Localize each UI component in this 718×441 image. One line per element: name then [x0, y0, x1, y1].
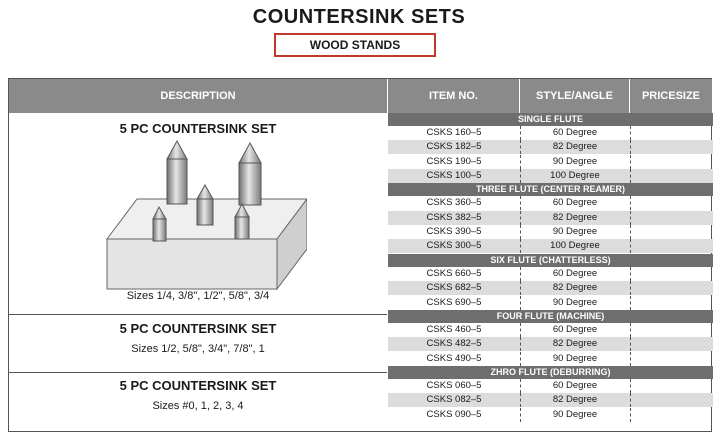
table-row	[388, 196, 713, 210]
item-number: CSKS 300–5	[426, 240, 482, 252]
header-pricesize: PRICESIZE	[629, 79, 712, 113]
group-header: FOUR FLUTE (MACHINE)	[388, 310, 713, 323]
group-header: THREE FLUTE (CENTER REAMER)	[388, 183, 713, 196]
group-header: SIX FLUTE (CHATTERLESS)	[388, 254, 713, 267]
style-angle: 82 Degree	[552, 211, 598, 223]
table-row	[388, 140, 713, 154]
group-header: SINGLE FLUTE	[388, 113, 713, 126]
column-divider	[630, 379, 631, 393]
style-angle: 60 Degree	[552, 379, 598, 391]
item-number: CSKS 182–5	[426, 141, 482, 153]
style-angle: 90 Degree	[552, 408, 598, 420]
header-item-no: ITEM NO.	[387, 79, 519, 113]
item-number: CSKS 082–5	[426, 394, 482, 406]
table-row	[388, 155, 713, 169]
table-row	[388, 323, 713, 337]
product-table	[8, 78, 712, 432]
page-subtitle: WOOD STANDS	[274, 33, 436, 57]
style-angle: 90 Degree	[552, 296, 598, 308]
table-row	[388, 379, 713, 393]
style-angle: 82 Degree	[552, 141, 598, 153]
column-divider	[630, 140, 631, 154]
column-divider	[630, 126, 631, 140]
item-number: CSKS 690–5	[426, 296, 482, 308]
group-header: ZHRO FLUTE (DEBURRING)	[388, 366, 713, 379]
countersink-stand-illustration	[97, 139, 307, 294]
style-angle: 90 Degree	[552, 155, 598, 167]
item-number: CSKS 482–5	[426, 338, 482, 350]
style-angle: 60 Degree	[552, 127, 598, 138]
item-number: CSKS 360–5	[426, 197, 482, 209]
column-divider	[630, 296, 631, 310]
table-row	[388, 408, 713, 422]
set-sizes-2: Sizes 1/2, 5/8", 3/4", 7/8", 1	[131, 343, 265, 355]
item-number: CSKS 382–5	[426, 211, 482, 223]
page-title: COUNTERSINK SETS	[252, 6, 466, 28]
style-angle: 90 Degree	[552, 352, 598, 364]
set-sizes-1: Sizes 1/4, 3/8", 1/2", 5/8", 3/4	[126, 290, 270, 302]
style-angle: 60 Degree	[552, 267, 598, 279]
column-divider	[630, 196, 631, 210]
style-angle: 100 Degree	[550, 240, 600, 252]
item-number: CSKS 090–5	[426, 408, 482, 420]
style-angle: 100 Degree	[550, 170, 600, 182]
style-angle: 60 Degree	[552, 323, 598, 335]
style-angle: 90 Degree	[552, 226, 598, 238]
item-number: CSKS 490–5	[426, 352, 482, 364]
header-style-angle: STYLE/ANGLE	[519, 79, 629, 113]
style-angle: 82 Degree	[552, 282, 598, 294]
column-divider	[630, 337, 631, 351]
column-divider	[630, 352, 631, 366]
set-name-3: 5 PC COUNTERSINK SET	[119, 378, 277, 393]
style-angle: 82 Degree	[552, 338, 598, 350]
table-row	[388, 393, 713, 407]
set-name-1: 5 PC COUNTERSINK SET	[119, 121, 277, 136]
item-number: CSKS 660–5	[426, 267, 482, 279]
set-sizes-3: Sizes #0, 1, 2, 3, 4	[152, 400, 244, 412]
column-divider	[630, 408, 631, 422]
column-divider	[630, 393, 631, 407]
style-angle: 82 Degree	[552, 394, 598, 406]
item-number: CSKS 160–5	[426, 127, 482, 138]
item-number: CSKS 190–5	[426, 155, 482, 167]
header-description: DESCRIPTION	[9, 79, 387, 113]
item-number: CSKS 390–5	[426, 226, 482, 238]
item-number: CSKS 460–5	[426, 323, 482, 335]
item-number: CSKS 060–5	[426, 379, 482, 391]
table-row	[388, 352, 713, 366]
table-row	[388, 211, 713, 225]
column-divider	[630, 211, 631, 225]
item-number: CSKS 682–5	[426, 282, 482, 294]
table-row	[388, 337, 713, 351]
column-divider	[630, 225, 631, 239]
table-row	[388, 126, 713, 140]
column-divider	[630, 267, 631, 281]
item-number: CSKS 100–5	[426, 170, 482, 182]
table-row	[388, 225, 713, 239]
set-name-2: 5 PC COUNTERSINK SET	[119, 321, 277, 336]
style-angle: 60 Degree	[552, 197, 598, 209]
table-row	[388, 239, 713, 253]
column-divider	[630, 155, 631, 169]
column-divider	[630, 281, 631, 295]
column-divider	[630, 169, 631, 183]
table-row	[388, 281, 713, 295]
table-row	[388, 296, 713, 310]
table-row	[388, 267, 713, 281]
table-row	[388, 169, 713, 183]
column-divider	[630, 239, 631, 253]
column-divider	[630, 323, 631, 337]
